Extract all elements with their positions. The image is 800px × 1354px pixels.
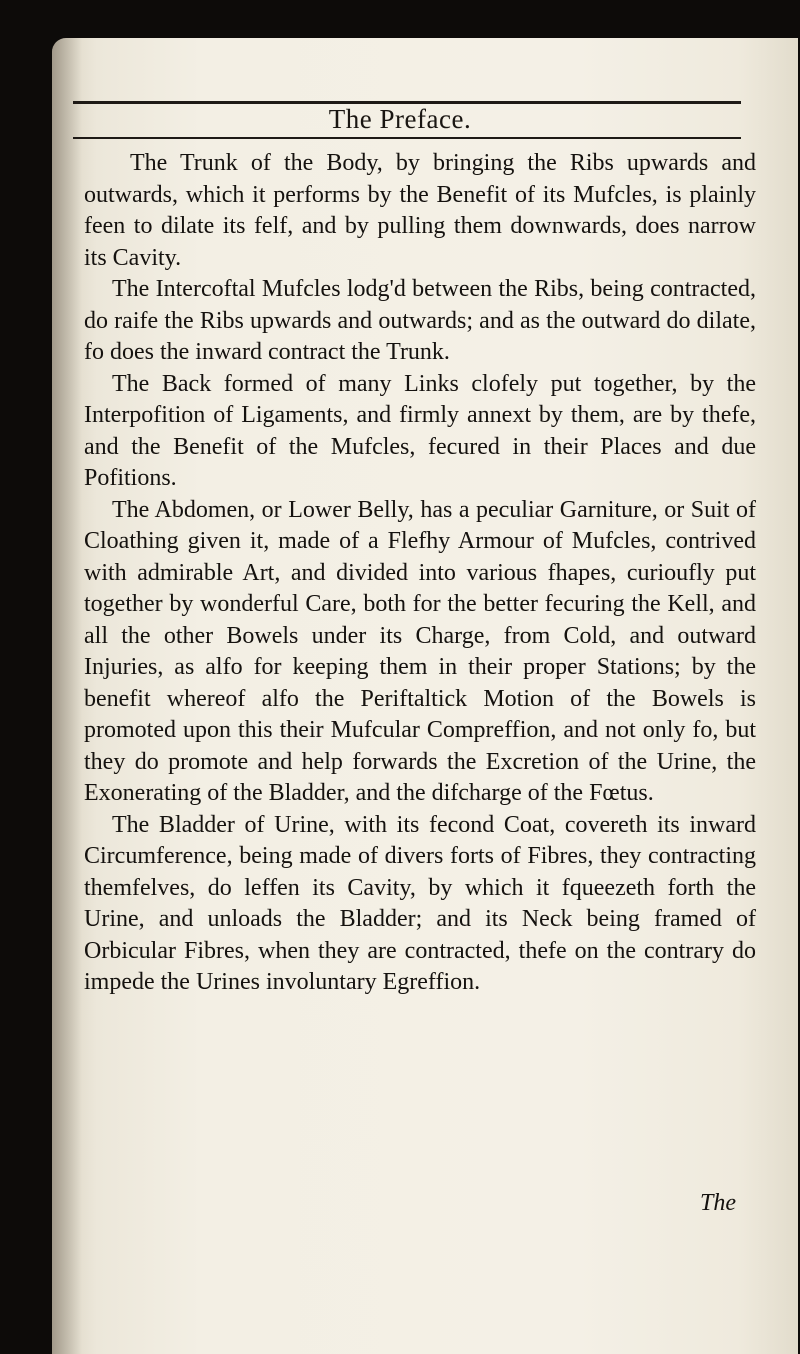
header-rule-bottom xyxy=(73,137,741,139)
page-gutter-shadow xyxy=(52,38,82,1354)
paragraph-intercostal-muscles: The Intercoftal Mufcles lodg'd between the Ribs, being contracted, do raife the Ribs upwards and outwards; and as the outward do dilate, fo does the inward contract the Trunk. xyxy=(84,276,756,365)
page-body xyxy=(84,148,756,999)
running-head: The Preface. xyxy=(328,104,472,134)
paragraph-trunk: The Trunk of the Body, by bringing the Ribs upwards and outwards, which it performs by the Benefit of its Mufcles, is plainly feen to dilate its felf, and by pulling them downwards, does narrow its Cavity. xyxy=(84,150,756,271)
paragraph-bladder: The Bladder of Urine, with its fecond Coat, covereth its inward Circumference, being made of divers forts of Fibres, they contracting themfelves, do leffen its Cavity, by which it fqueezeth forth the Urine, and unloads the Bladder; and its Neck being framed of Orbicular Fibres, when they are contracted, thefe on the contrary do impede the Urines involuntary Egreffion. xyxy=(84,811,756,995)
catchword: The xyxy=(700,1190,736,1216)
paragraph-back: The Back formed of many Links clofely put together, by the Interpofition of Ligaments, and firmly annext by them, are by thefe, and the Benefit of the Mufcles, fecured in their Places and due Pofitions. xyxy=(84,370,756,491)
paragraph-abdomen: The Abdomen, or Lower Belly, has a peculiar Garniture, or Suit of Cloathing given it, made of a Flefhy Armour of Mufcles, contrived with admirable Art, and divided into various fhapes, curioufly put together by wonderful Care, both for the better fecuring the Kell, and all the other Bowels under its Charge, from Cold, and outward Injuries, as alfo for keeping them in their proper Stations; by the benefit whereof alfo the Periftaltick Motion of the Bowels is promoted upon this their Mufcular Compreffion, and not only fo, but they do promote and help forwards the Excretion of the Urine, the Exonerating of the Bladder, and the difcharge of the Fœtus. xyxy=(84,496,756,806)
